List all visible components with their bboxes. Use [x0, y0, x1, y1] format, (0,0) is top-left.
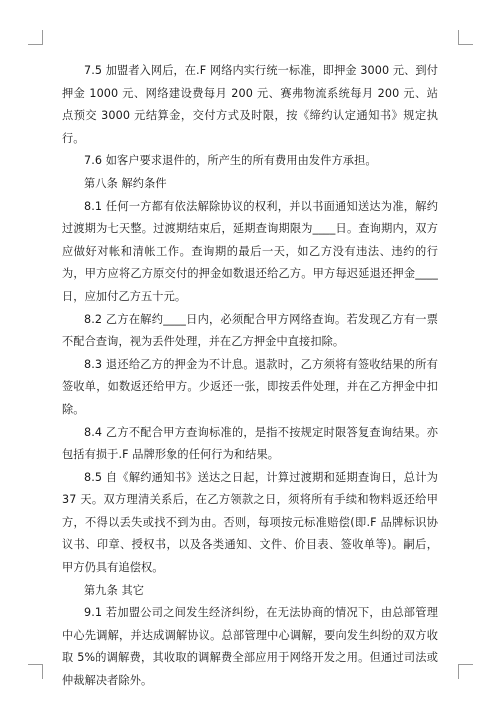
section-heading-8: 第八条 解约条件 [84, 176, 167, 190]
clause-8-4: 8.4 乙方不配合甲方查询标准的，是指不按规定时限答复查询结果。亦包括有损于.F 品牌形象的任何行为和结果。 [62, 425, 438, 462]
clause-8-2: 8.2 乙方在解约____日内，必须配合甲方网络查询。若发现乙方有一票不配合查询，视为丢件处理，并在乙方押金中直接扣除。 [62, 312, 438, 349]
clause-7-5: 7.5 加盟者入网后，在.F 网络内实行统一标准，即押金 3000 元、到付押金 1000 元、网络建设费每月 200 元、赛弗物流系统每月 200 元、站点预交 3000 元结算金，交付方式及时限，按《缔约认定通知书》规定执行。 [62, 64, 438, 145]
section-heading-9: 第九条 其它 [84, 583, 145, 597]
clause-9-1: 9.1 若加盟公司之间发生经济纠纷，在无法协商的情况下，由总部管理中心先调解，并达成调解协议。总部管理中心调解，要向发生纠纷的双方收取 5%的调解费，其收取的调解费全部应用于网络开发之用。但通过司法或仲裁解决者除外。 [62, 606, 438, 688]
crop-mark-bottom-right [458, 664, 473, 679]
document-body [62, 60, 438, 693]
crop-mark-bottom-left [28, 664, 43, 679]
clause-8-3: 8.3 退还给乙方的押金为不计息。退款时，乙方须将有签收结果的所有签收单，如数返还给甲方。少返还一张，即按丢件处理，并在乙方押金中扣除。 [62, 357, 438, 416]
clause-7-6: 7.6 如客户要求退件的，所产生的所有费用由发件方承担。 [84, 154, 377, 168]
clause-8-5: 8.5 自《解约通知书》送达之日起，计算过渡期和延期查询日，总计为 37 天。双方理清关系后，在乙方领款之日，须将所有手续和物料返还给甲方，不得以丢失或找不到为由。否则，每项按元标准赔偿(即.F 品牌标识协议书、印章、授权书，以及各类通知、文件、价目表、签收单等)。嗣后，甲方仍具有追偿权。 [62, 470, 438, 575]
clause-8-1: 8.1 任何一方都有依法解除协议的权利，并以书面通知送达为准，解约过渡期为七天整。过渡期结束后，延期查询期限为____日。查询期内，双方应做好对帐和清帐工作。查询期的最后一天，如乙方没有违法、违约的行为，甲方应将乙方原交付的押金如数退还给乙方。甲方每迟延退还押金____日，应加付乙方五十元。 [62, 199, 438, 303]
crop-mark-top-left [28, 30, 43, 45]
crop-mark-top-right [458, 30, 473, 45]
